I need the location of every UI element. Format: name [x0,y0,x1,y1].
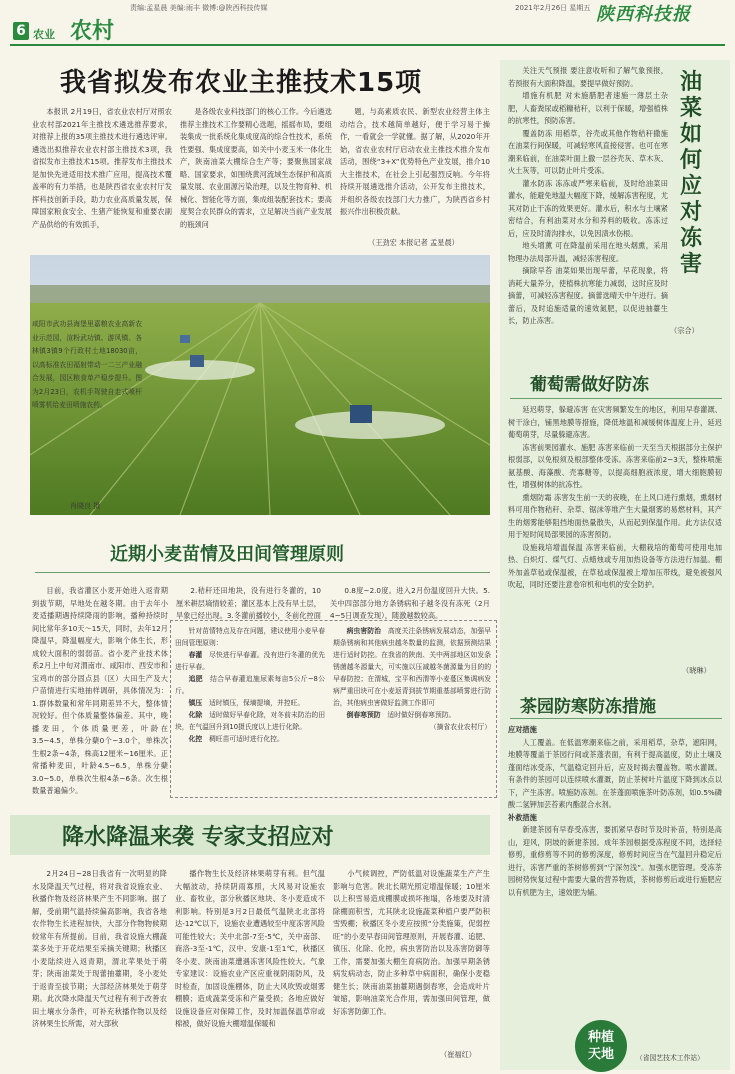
grape-frost-title: 葡萄需做好防冻 [530,375,649,395]
article2-rule [35,572,490,573]
grape-article: 延迟萌芽，躲避冻害 在灾害频繁发生的地区，利用早春灌溉、树干涂白，铺黑地膜等措施，降低地温和减缓树体温度上升，延迟葡萄萌芽，尽量躲避冻害。 冻害前果园灌水、施肥 冻害来临前一天至当天根据部分主保护根弱部，以免根须及根部整体受冻。冻害来临前2~3天，整株喷施氨基酸、海藻酸、壳寡糖等，以提高细胞液浓度，增大细胞膜韧性，增强树体的抗冻性。 熏烟防霜 冻害发生前一天的夜晚，在上风口进行熏烟，熏烟材料可用作物秸秆、杂草、锯沫等堆产生大量烟雾的易燃材料，其产生的烟雾能够阻挡地面热量散失，从而起到保温作用。此方法仅适用于短时间局部果园的冻害预防。 设施栽培增温保温 冻害来临前，大棚栽培的葡萄可使用电加热、白炽灯、煤气灯、点蜡烛或专用加热设备等方法进行加温。棚外加盖草毡或保温被，在草毡或保温被上增加压带线，避免被强风吹起，同时还要注意卷帘机和电机的安全防护。 [508,405,722,589]
section-label-big: 农村 [70,18,115,44]
article1-col1: 本报讯 2月19日，省农业农村厅对照农业农村部2021年主推技术遴选推荐要求，对推荐上报的35项主推技术进行遴选评审。遴选出拟推荐农业农村部主推技术3项，我省拟发布主推技术15项。推荐发布主推技术是加快先进适用技术推广应用，提高技术覆盖率的有力举措，也是陕西省农业农村厅发挥科技创新手段，助力农业高质量发展，保障国家粮食安全、生猪产能恢复和重要农副产品供给的有效抓手， [32,107,172,229]
tea-byline: （省园艺技术工作站） [636,1054,704,1062]
planting-world-badge [575,1020,627,1072]
article3-col1: 2月24日~28日我省有一次明显的降水及降温天气过程，将对我省设施农业、秋播作物及经济林果产生不同影响。据了解，受前期气温持续偏高影响，我省各地农作物生长进程加快，大部分作物物候期较常年有所提前。目前，我省设施大棚蔬菜多处于开花结果至采摘关键期；秋播区小麦陆续进入返青期，渭北苹果处于萌芽；陕南油菜处于现蕾抽薹期，冬小麦处于返青至拔节期；大部经济林果处于萌芽期。此次降水降温天气过程有利于改善农田土壤水分条件，可补充秋播作物以及经济林果生长所需，对大部秋 [32,869,167,1028]
badge-label: 种植天地 [587,1030,614,1062]
tea-article: 应对措施 人工覆盖。在低温寒潮来临之前，采用稻草，杂草，遮阳网，地膜等覆盖于茶园行间或茶蓬表面，有利于提高温度，防止土壤及蓬面结冰受冻，气温稳定回升后，应及时揭去覆盖物。喷水灌溉。有条件的茶园可以连续喷水灌溉，防止茶树叶片温度下降到冰点以下，产生冻害。喷施防冻剂。在茶蓬面喷施茶叶防冻剂，如0.5%磷酸二氢钾加芸苔素内酯混合水剂。 补救措施 新建茶园有早春受冻害，要抓紧早春时节及时补苗，特别是高山，迎风，阴坡的新建茶园。成年茶园根据受冻程度不同，选择轻修剪，重修剪等不同的修剪深度，修剪时间应当在气温回升稳定后进行，冻害严重的茶树修剪到“宁深勿浅”。加强水肥管理。受冻茶园树势恢复过程中需要大量的营养物质，茶树修剪后或进行施肥应以有机肥为主，速效肥为辅。 [508,725,722,897]
article1-byline: （王劲宏 本报记者 孟星晨） [368,238,459,247]
field-management-tips-box [170,620,497,798]
article2-title: 近期小麦苗情及田间管理原则 [110,544,344,565]
article2-col2: 2.秸秆还田地块，没有进行冬灌的，10厘米耕层墒情较差；灌区基本上没有旱土层，旱象已经出现。3.冬灌前播较小，冬前化控面 [176,586,321,620]
article3-col2: 播作物生长及经济林果萌芽有利。但气温大幅波动，持续阴雨寡照，大风易对设施农业、畜牧业，部分秋播区地块、冬小麦造成不利影响。特别是3月2日最低气温陕北北部将达-12℃以下，设施农业遭遇较至中度冻害风险可能性较大；关中北部-7至-5℃，关中南部、商洛-3至-1℃，汉中、安康-1至1℃，秋播区冬小麦、陕南油菜遭遇冻害风险性较大。气象专家建议：设施农业产区应重视阴雨防风，及时检查，加固设施棚体，防止大风吹毁或烟雾棚膜；造成蔬菜受冻和产量受损；各地应做好设施设备应对保障工作，及时加温保温草帘或棉被，做好设施大棚增温保暖和 [175,869,325,1028]
newspaper-masthead: 陕西科技报 [596,4,691,25]
article2-col1: 目前，我省灌区小麦开始进入返青期到拔节期，早地处在越冬期。由于去年小麦适播期遇持续降雨的影响，播种持续时间比常年多10天～15天，同时，去年12月降温早，降温幅度大，影响个体生长，形成较大面积的弱弱苗。省小麦产业技术体系2月上中旬对渭南市、咸阳市、西安市和宝鸡市的部分固点县（区）大田生产及大户苗情进行实地抽样调研，具体情况为：1.群体数量和常年同期差异不大，整体情况较好。但个体质量整体偏差。其中，晚播麦田，个体质量更差，叶龄在3.5~4.5，单株分蘖0个~3.0个，单株次生根2条~4条，株高12厘米~16厘米。正常播种麦田，叶龄4.5~6.5，单株分蘖3.0~5.0，单株次生根4条~6条。次生根数量普遍偏少。 [32,586,168,795]
editors-line: 责编:孟星晨 美编:雨丰 微博:@陕西科技传媒 [130,4,268,12]
photo-caption: 咸阳市武功县海堡里嘉粮农业高新农业示范园，渲粉武功镇、游风镇、各林镇3镇9个行政村土地18030亩，以高标准农田福射带动一二三产业融合发展，园区粮食单产稳步提升。图为2月23日，农机手驾驶自走式喷杆喷雾机给麦田喷施农药。 [32,320,142,409]
article1-col3: 题，与高素质农民、新型农业经营主体主动结合，技术越简单越好，便于学习易于操作，一看就会一学就懂。据了解，从2020年开始，省农业农村厅启动农业主推技术推介发布活动，围绕“3+X”优势特色产业发展，推介10大主推技术，在社会上引起强烈反响。今年将持续开展遴选推介活动，公开发布主推技术，并组织各级农技部门大力推广，为陕西省乡村振兴作出积极贡献。 [340,107,490,216]
article3-title: 降水降温来袭 专家支招应对 [62,825,334,850]
article1-col2: 是各级农业科技部门的核心工作。今后遴选推荐主推技术工作要精心选题，摇摇布局，要组装集成一批系统化集成度高的综合性技术，系统性要强、集成度要高，如关中小麦玉米一体化生产，陕南油菜大棚综合生产等；要聚焦国家战略、国家要求，如围绕黄河流域生态保护和高质量发展、农业面源污染治理，以及生物育种、机械化、智能化等方面，集成组装配套技术；要高度契合农民群众的需求，立足解决当前产业发展的瓶颈问 [180,107,332,229]
article3-byline: （崔福红） [440,1050,476,1059]
rapeseed-article: 关注天气预报 要注意收听和了解气象预报，若预报有大面积降温，要提早做好预防。 增施有机肥 对未施腊肥者速施一薄层土杂肥，人畜粪尿或稻糠秸秆，以利于保暖，增强植株的抗寒性，预防冻害。 覆盖防冻 用稻草，谷壳或其他作物秸秆撒施在油菜行间保暖，可减轻寒风直接侵害。也可在寒潮来临前，在油菜叶面上撒一层谷壳灰、草木灰、火土灰等，可以防止叶片受冻。 灌水防冻 冻冻或严寒来临前，及时给油菜田灌水，能避免地温大幅度下降，缓解冻害程度，尤其对防止干冻的效果更好。灌水后，积水与土壤紧密结合，有利油菜对水分和养料的吸收。冻冻过后，应及时清沟排水，以免因渍水伤根。 地头增薰 可在降温前采用在地头烟熏，采用物理办法局部升温，减轻冻害程度。 摘除早苔 油菜如果出现早蕾，早花现象，将消耗大量养分，使植株抗寒能力减弱，这时应及时摘蕾，可减轻冻害程度。摘蕾选晴天中午进行。摘蕾后，及时追施适量的速效氮肥，以促进抽薹生长，防止冻害。 [508,66,668,325]
page-number-badge: 6 [13,22,29,40]
article3-col3: 小气候调控，严防低温对设施蔬菜生产产生影响与危害。陕北长期光照定增温保暖；10厘米以上积雪易造成棚膜或损坏拖塌，各地要及时清除棚面积雪，尤其陕北设施蔬菜种植户要严防积雪毁棚；秋播区冬小麦应按照“分类施策，促弱控旺”的小麦早春田间管理原则，开展春灌、追肥、镇压、化除、化控，病虫害防治以及冻害防御等工作，需要加强大棚生育病防治。加强早期条锈病发病动态，防止多种草中病面积，确保小麦稳健生长；陕南油菜抽薹期遇倒春寒，会造成叶片皱缩，影响油菜光合作用，需加强田间管理，做好冻害防御工作。 [333,869,490,1016]
rapeseed-byline: （宗合） [670,326,699,335]
tea-rule [510,718,722,719]
tea-frost-title: 茶园防寒防冻措施 [520,697,656,717]
tips-right: 病虫害防治 高度关注条锈病发展动态，加强早期条锈病和其他病虫越冬数量的监测，依据预测结果进行适时防控。在我省的陕南、关中两部地区如发条锈菌越冬源量大，可实施以压减越冬菌源量为目的的早春防控；在渭城，宝平和西渭等小麦蔓区集调病发病严重田块可在小麦返青到拔节期重基部喷雾进行防治，其他病虫害做好监测工作即可 倒春寒预防 适时做好倒春寒预防。 （摘省农业农村厅） [333,627,491,731]
tips-left: 针对苗情特点及存在问题，建议使用小麦早春田间管理原则： 春灌 尽快进行早春灌。没有进行冬灌的优先进行早春。 追肥 结合早春灌追施尿素每亩5公斤~8公斤。 镇压 适时镇压，保墒提墒，并控旺。 化除 适时做好早春化除，对冬前未防治的田块，在气温回升到10摄氏度以上进行化除。 化控 稠旺苗可适时进行化控。 [175,627,325,743]
grape-byline: （晓琳） [682,666,711,675]
article1-title: 我省拟发布农业主推技术15项 [60,68,423,98]
photo-credit: 肖晓良 摄 [70,502,101,510]
rapeseed-frost-title: 油菜如何应对冻害 [679,70,702,277]
grape-rule [510,398,722,399]
article2-col3: 0.8度~2.0度。进入2月份温度回升大快。5.关中四部部分地方条锈病和子越冬没有冻死（2月4~5日调查发现），随激越数较高。 [330,586,490,620]
header-rule [10,44,725,46]
issue-date: 2021年2月26日 星期五 [515,4,591,12]
section-label-small: 农业 [33,28,55,41]
